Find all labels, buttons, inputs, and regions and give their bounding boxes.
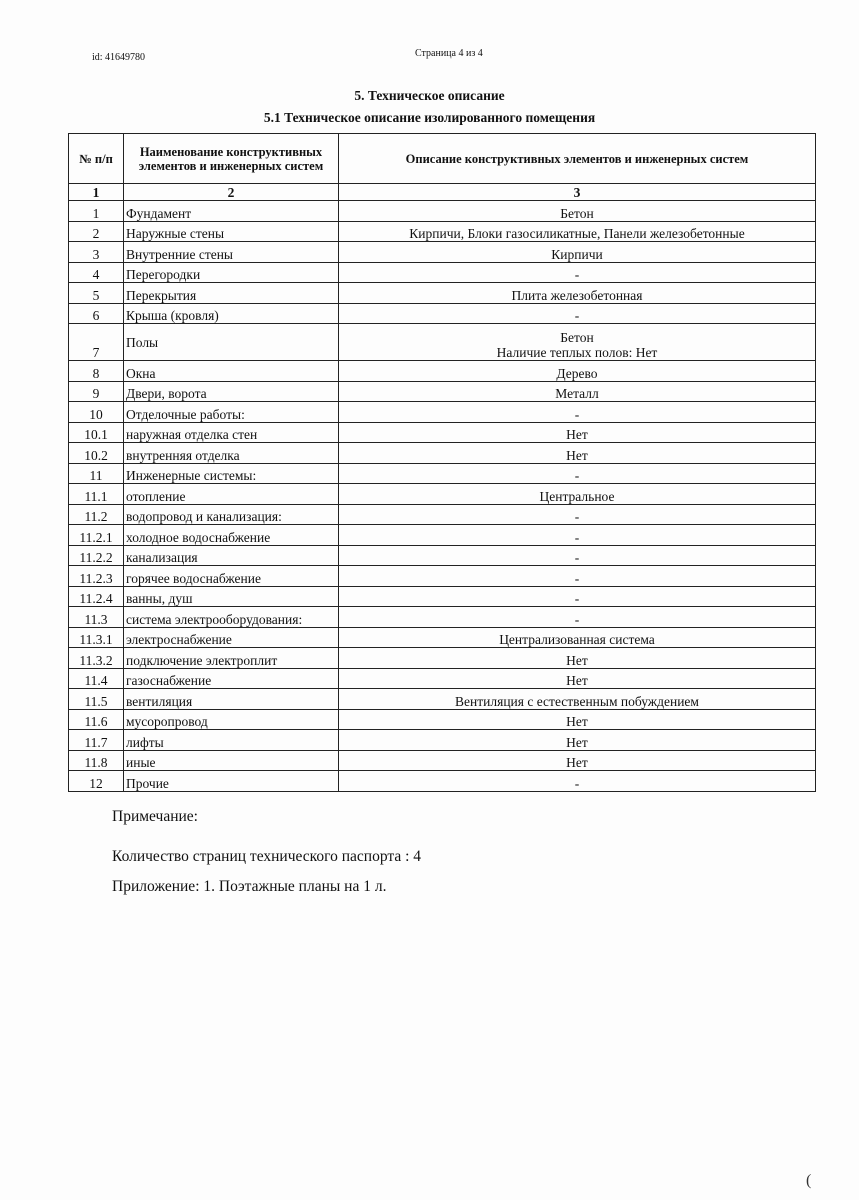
column-index: 3	[339, 184, 816, 201]
table-header-row	[69, 134, 816, 184]
row-number: 11.1	[69, 484, 124, 505]
table-row	[69, 324, 816, 361]
element-name: подключение электроплит	[124, 648, 339, 669]
description-line: Нет	[566, 714, 588, 729]
description-line: -	[574, 570, 580, 586]
row-number: 6	[69, 303, 124, 324]
table-row	[69, 381, 816, 402]
table-row	[69, 607, 816, 628]
table-row	[69, 242, 816, 263]
row-number: 11.3	[69, 607, 124, 628]
element-name: Перегородки	[124, 262, 339, 283]
table-row	[69, 422, 816, 443]
element-name: электроснабжение	[124, 627, 339, 648]
row-number: 11.2	[69, 504, 124, 525]
element-description	[339, 586, 816, 607]
row-number: 11.6	[69, 709, 124, 730]
table-row	[69, 689, 816, 710]
description-line: -	[574, 406, 580, 422]
pages-count-note: Количество страниц технического паспорта : 4	[112, 848, 422, 865]
element-name: Фундамент	[124, 201, 339, 222]
page-number: Страница 4 из 4	[415, 48, 483, 59]
element-description	[339, 566, 816, 587]
row-number: 11	[69, 463, 124, 484]
element-name: газоснабжение	[124, 668, 339, 689]
table-row	[69, 361, 816, 382]
table-row	[69, 443, 816, 464]
description-line: Металл	[555, 386, 599, 401]
table-row	[69, 750, 816, 771]
description-line: Бетон	[560, 330, 594, 345]
description-line: Бетон	[560, 205, 594, 221]
description-line: Нет	[566, 673, 588, 688]
row-number: 11.4	[69, 668, 124, 689]
description-line: Нет	[566, 652, 588, 668]
table-row	[69, 402, 816, 423]
row-number: 1	[69, 201, 124, 222]
column-index: 1	[69, 184, 124, 201]
element-description	[339, 201, 816, 222]
element-description	[339, 463, 816, 484]
description-line: Плита железобетонная	[511, 287, 643, 303]
table-row	[69, 463, 816, 484]
description-line: -	[574, 550, 580, 565]
row-number: 5	[69, 283, 124, 304]
section-title: 5. Техническое описание	[354, 88, 505, 103]
description-line: Нет	[566, 447, 588, 463]
table-row	[69, 709, 816, 730]
element-name: Инженерные системы:	[124, 463, 339, 484]
element-description	[339, 221, 816, 242]
element-description	[339, 422, 816, 443]
column-index: 2	[124, 184, 339, 201]
row-number: 10	[69, 402, 124, 423]
description-line: -	[574, 509, 580, 524]
description-line: -	[574, 775, 580, 791]
column-header-element-name: Наименование конструктивных элементов и инженерных систем	[124, 134, 339, 184]
table-row	[69, 303, 816, 324]
element-description	[339, 730, 816, 751]
description-line: Кирпичи	[551, 246, 603, 262]
remark-label: Примечание:	[112, 808, 198, 825]
table-row	[69, 221, 816, 242]
description-line: -	[574, 611, 580, 627]
element-name: горячее водоснабжение	[124, 566, 339, 587]
element-name: Отделочные работы:	[124, 402, 339, 423]
element-name: Крыша (кровля)	[124, 303, 339, 324]
element-description	[339, 627, 816, 648]
description-line: Наличие теплых полов: Нет	[496, 345, 658, 360]
element-description	[339, 709, 816, 730]
subsection-title: 5.1 Техническое описание изолированного помещения	[263, 110, 596, 125]
row-number: 11.8	[69, 750, 124, 771]
table-row	[69, 648, 816, 669]
description-line: Вентиляция с естественным побуждением	[455, 693, 699, 709]
table-row	[69, 283, 816, 304]
row-number: 11.2.3	[69, 566, 124, 587]
table-row	[69, 730, 816, 751]
table-row	[69, 566, 816, 587]
element-description	[339, 262, 816, 283]
description-line: Дерево	[556, 365, 598, 381]
table-row	[69, 771, 816, 792]
description-line: -	[574, 529, 580, 545]
element-description	[339, 324, 816, 361]
element-name: Полы	[124, 324, 339, 361]
table-body	[69, 201, 816, 792]
element-description	[339, 668, 816, 689]
description-line: -	[574, 308, 580, 323]
description-line: Нет	[566, 427, 588, 442]
element-name: канализация	[124, 545, 339, 566]
element-description	[339, 402, 816, 423]
element-name: лифты	[124, 730, 339, 751]
appendix-note: Приложение: 1. Поэтажные планы на 1 л.	[112, 878, 387, 895]
row-number: 9	[69, 381, 124, 402]
row-number: 11.3.2	[69, 648, 124, 669]
table-row	[69, 504, 816, 525]
table-row	[69, 668, 816, 689]
description-line: -	[574, 267, 580, 282]
element-name: Двери, ворота	[124, 381, 339, 402]
element-description	[339, 689, 816, 710]
element-name: Перекрытия	[124, 283, 339, 304]
element-description	[339, 771, 816, 792]
element-description	[339, 545, 816, 566]
corner-mark: (	[806, 1172, 812, 1189]
description-line: Центральное	[539, 488, 615, 504]
row-number: 11.2.1	[69, 525, 124, 546]
element-name: отопление	[124, 484, 339, 505]
row-number: 11.3.1	[69, 627, 124, 648]
column-header-description: Описание конструктивных элементов и инженерных систем	[339, 134, 816, 184]
element-name: ванны, душ	[124, 586, 339, 607]
element-description	[339, 648, 816, 669]
element-name: наружная отделка стен	[124, 422, 339, 443]
column-header-number: № п/п	[69, 134, 124, 184]
element-description	[339, 242, 816, 263]
element-description	[339, 525, 816, 546]
element-name: иные	[124, 750, 339, 771]
table-row	[69, 201, 816, 222]
description-line: -	[574, 591, 580, 606]
element-name: система электрооборудования:	[124, 607, 339, 628]
element-description	[339, 750, 816, 771]
table-row	[69, 627, 816, 648]
row-number: 12	[69, 771, 124, 792]
row-number: 3	[69, 242, 124, 263]
element-description	[339, 504, 816, 525]
table-row	[69, 586, 816, 607]
description-line: Кирпичи, Блоки газосиликатные, Панели железобетонные	[409, 226, 745, 241]
column-index-row	[69, 184, 816, 201]
element-name: вентиляция	[124, 689, 339, 710]
element-name: Внутренние стены	[124, 242, 339, 263]
description-line: Нет	[566, 734, 588, 750]
description-line: -	[574, 468, 580, 483]
table-row	[69, 262, 816, 283]
element-name: внутренняя отделка	[124, 443, 339, 464]
element-name: холодное водоснабжение	[124, 525, 339, 546]
row-number: 11.2.2	[69, 545, 124, 566]
element-description	[339, 361, 816, 382]
row-number: 11.2.4	[69, 586, 124, 607]
element-name: Наружные стены	[124, 221, 339, 242]
description-line: Централизованная система	[499, 632, 655, 647]
element-description	[339, 303, 816, 324]
element-description	[339, 607, 816, 628]
description-line: Нет	[566, 755, 588, 770]
row-number: 4	[69, 262, 124, 283]
element-description	[339, 443, 816, 464]
element-name: Прочие	[124, 771, 339, 792]
table-row	[69, 545, 816, 566]
technical-description-table	[68, 133, 816, 792]
table-row	[69, 525, 816, 546]
row-number: 2	[69, 221, 124, 242]
element-description	[339, 484, 816, 505]
row-number: 11.7	[69, 730, 124, 751]
element-description	[339, 283, 816, 304]
row-number: 11.5	[69, 689, 124, 710]
row-number: 7	[69, 324, 124, 361]
element-name: мусоропровод	[124, 709, 339, 730]
table-row	[69, 484, 816, 505]
row-number: 8	[69, 361, 124, 382]
document-id: id: 41649780	[92, 52, 146, 63]
element-name: Окна	[124, 361, 339, 382]
row-number: 10.1	[69, 422, 124, 443]
element-description	[339, 381, 816, 402]
element-name: водопровод и канализация:	[124, 504, 339, 525]
row-number: 10.2	[69, 443, 124, 464]
